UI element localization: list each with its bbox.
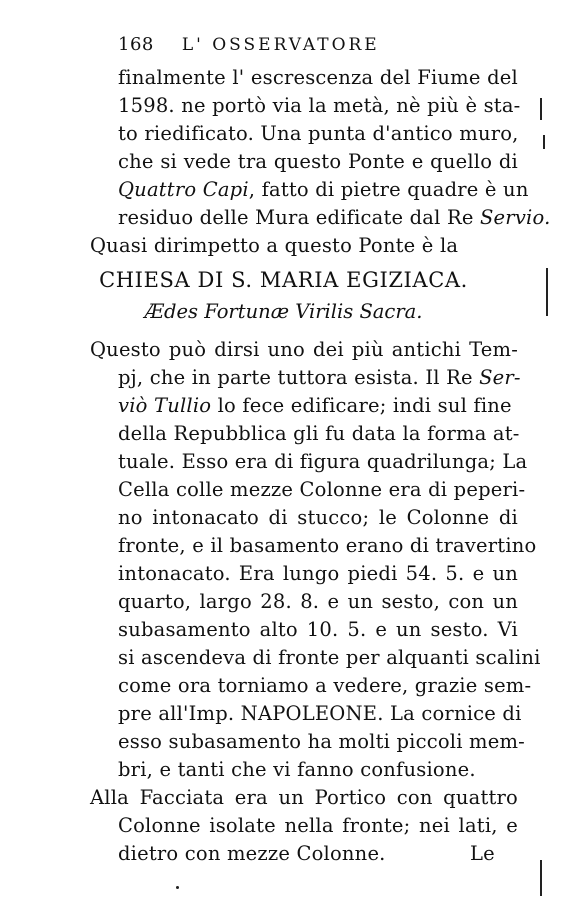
text-line: pre all'Imp. NAPOLEONE. La cornice di [118,702,522,725]
text-fragment: residuo delle Mura edificate dal Re [118,206,480,229]
text-line: finalmente l' escrescenza del Fiume del [118,66,518,89]
text-line: intonacato. Era lungo piedi 54. 5. e un [118,562,518,585]
text-line: to riedificato. Una punta d'antico muro, [118,122,519,145]
text-line: Colonne isolate nella fronte; nei lati, e [118,814,518,837]
text-line: no intonacato di stucco; le Colonne di [118,506,518,529]
text-line [118,364,521,392]
text-line [118,176,529,204]
text-line: Quasi dirimpetto a questo Ponte è la [90,234,459,257]
running-header [118,34,380,55]
scan-edge-mark [540,98,542,120]
section-heading: CHIESA DI S. MARIA EGIZIACA. [99,268,468,292]
text-line: tuale. Esso era di figura quadrilunga; La [118,450,528,473]
text-line: Cella colle mezze Colonne era di peperi- [118,478,526,501]
text-line [118,204,551,232]
text-fragment: lo fece edificare; indi sul fine [211,394,512,417]
text-line: quarto, largo 28. 8. e un sesto, con un [118,590,518,613]
italic-name: Servio. [480,206,551,229]
text-line [118,392,518,420]
text-line: Alla Facciata era un Portico con quattro [90,786,518,809]
scan-edge-mark [543,135,545,149]
page-number: 168 [118,34,154,55]
text-line: che si vede tra questo Ponte e quello di [118,150,518,173]
text-line: bri, e tanti che vi fanno confusione. [118,758,476,781]
section-subheading: Ædes Fortunæ Virilis Sacra. [144,300,423,323]
catchword: Le [470,842,495,865]
text-line: dietro con mezze Colonne. [118,842,386,865]
text-line: subasamento alto 10. 5. e un sesto. Vi [118,618,518,641]
text-fragment: pj, che in parte tuttora esista. Il Re [118,366,480,389]
text-line: esso subasamento ha molti piccoli mem- [118,730,525,753]
scan-edge-mark [540,860,542,896]
text-line: Questo può dirsi uno dei più antichi Tem- [90,338,518,361]
text-fragment: , fatto di pietre quadre è un [248,178,529,201]
text-line: come ora torniamo a vedere, grazie sem- [118,674,532,697]
scan-edge-mark [546,268,548,316]
running-title: L' OSSERVATORE [181,35,380,55]
text-line: della Repubblica gli fu data la forma at- [118,422,520,445]
italic-name: Ser- [479,366,521,389]
text-line: 1598. ne portò via la metà, nè più è sta- [118,94,521,117]
text-line: fronte, e il basamento erano di travertino [118,534,537,557]
ink-speck [176,886,179,889]
italic-name: viò Tullio [118,394,212,417]
text-line: si ascendeva di fronte per alquanti scalini [118,646,541,669]
italic-place-name: Quattro Capi [118,178,249,201]
